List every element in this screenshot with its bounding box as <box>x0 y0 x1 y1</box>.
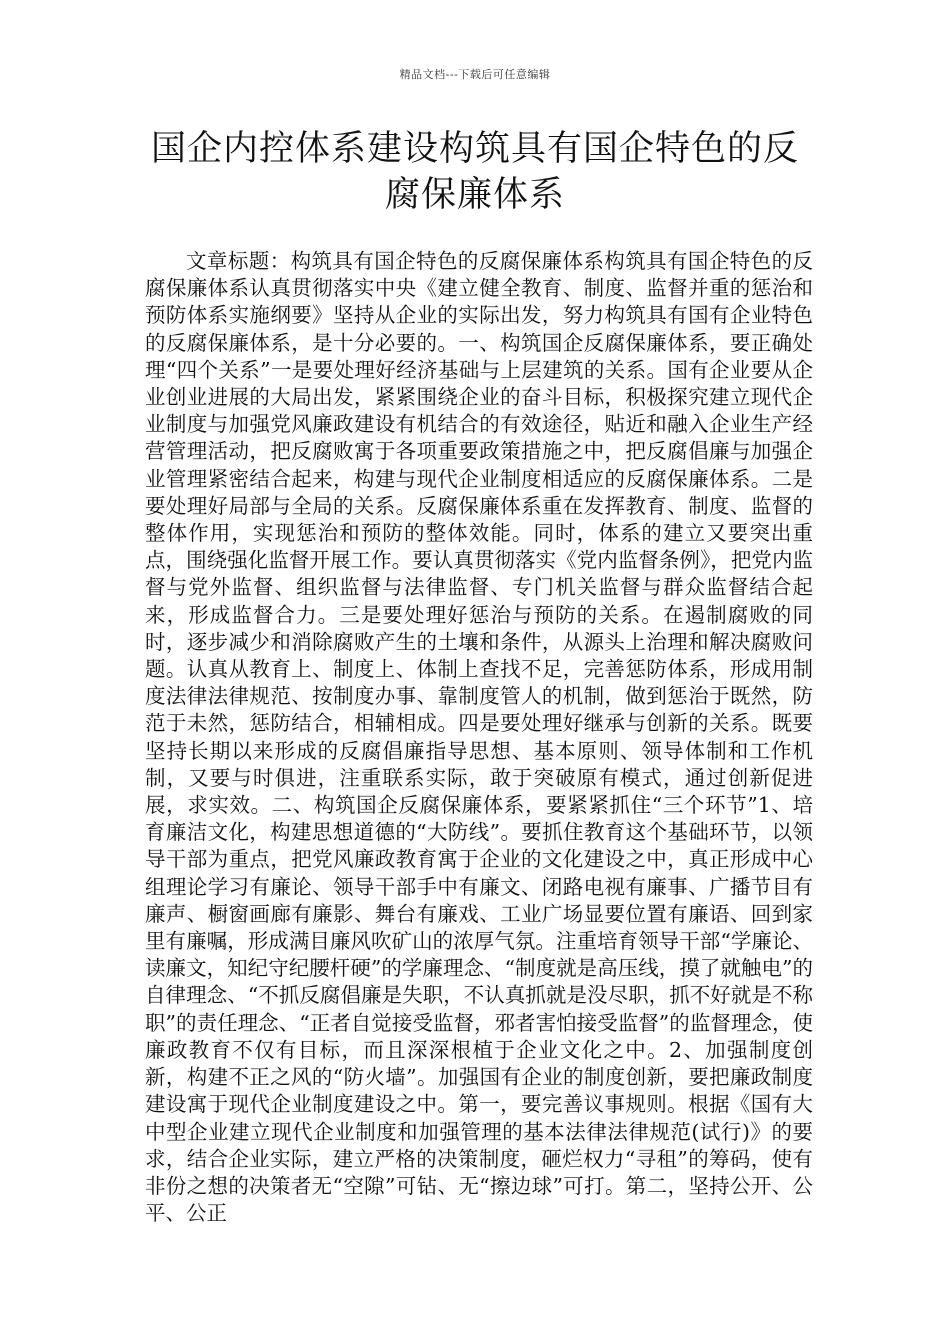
page-header: 精品文档---下载后可任意编辑 <box>399 68 551 81</box>
document-body: 文章标题：构筑具有国企特色的反腐保廉体系构筑具有国企特色的反腐保廉体系认真贯彻落实中央《建立健全教育、制度、监督并重的惩治和预防体系实施纲要》坚持从企业的实际出发，努力构筑具有国有企业特色的反腐保廉体系，是十分必要的。一、构筑国企反腐保廉体系，要正确处理“四个关系”一是要处理好经济基础与上层建筑的关系。国有企业要从企业创业进展的大局出发，紧紧围绕企业的奋斗目标，积极探究建立现代企业制度与加强党风廉政建设有机结合的有效途径，贴近和融入企业生产经营管理活动，把反腐败寓于各项重要政策措施之中，把反腐倡廉与加强企业管理紧密结合起来，构建与现代企业制度相适应的反腐保廉体系。二是要处理好局部与全局的关系。反腐保廉体系重在发挥教育、制度、监督的整体作用，实现惩治和预防的整体效能。同时，体系的建立又要突出重点，围绕强化监督开展工作。要认真贯彻落实《党内监督条例》，把党内监督与党外监督、组织监督与法律监督、专门机关监督与群众监督结合起来，形成监督合力。三是要处理好惩治与预防的关系。在遏制腐败的同时，逐步减少和消除腐败产生的土壤和条件，从源头上治理和解决腐败问题。认真从教育上、制度上、体制上查找不足，完善惩防体系，形成用制度法律法律规范、按制度办事、靠制度管人的机制，做到惩治于既然，防范于未然，惩防结合，相辅相成。四是要处理好继承与创新的关系。既要坚持长期以来形成的反腐倡廉指导思想、基本原则、领导体制和工作机制，又要与时俱进，注重联系实际，敢于突破原有模式，通过创新促进展，求实效。二、构筑国企反腐保廉体系，要紧紧抓住“三个环节”1、培育廉洁文化，构建思想道德的“大防线”。要抓住教育这个基础环节，以领导干部为重点，把党风廉政教育寓于企业的文化建设之中，真正形成中心组理论学习有廉论、领导干部手中有廉文、闭路电视有廉事、广播节目有廉声、橱窗画廊有廉影、舞台有廉戏、工业广场显要位置有廉语、回到家里有廉嘱，形成满目廉风吹矿山的浓厚气氛。注重培育领导干部“学廉论、读廉文，知纪守纪腰杆硬”的学廉理念、“制度就是高压线，摸了就触电”的自律理念、“不抓反腐倡廉是失职，不认真抓就是没尽职，抓不好就是不称职”的责任理念、“正者自觉接受监督，邪者害怕接受监督”的监督理念，使廉政教育不仅有目标，而且深深根植于企业文化之中。2、加强制度创新，构建不正之风的“防火墙”。加强国有企业的制度创新，要把廉政制度建设寓于现代企业制度建设之中。第一，要完善议事规则。根据《国有大中型企业建立现代企业制度和加强管理的基本法律法律规范(试行)》的要求，结合企业实际，建立严格的决策制度，砸烂权力“寻租”的筹码，使有非份之想的决策者无“空隙”可钻、无“擦边球”可打。第二，坚持公开、公平、公正 <box>145 249 813 1226</box>
document-title: 国企内控体系建设构筑具有国企特色的反腐保廉体系 <box>150 129 799 215</box>
